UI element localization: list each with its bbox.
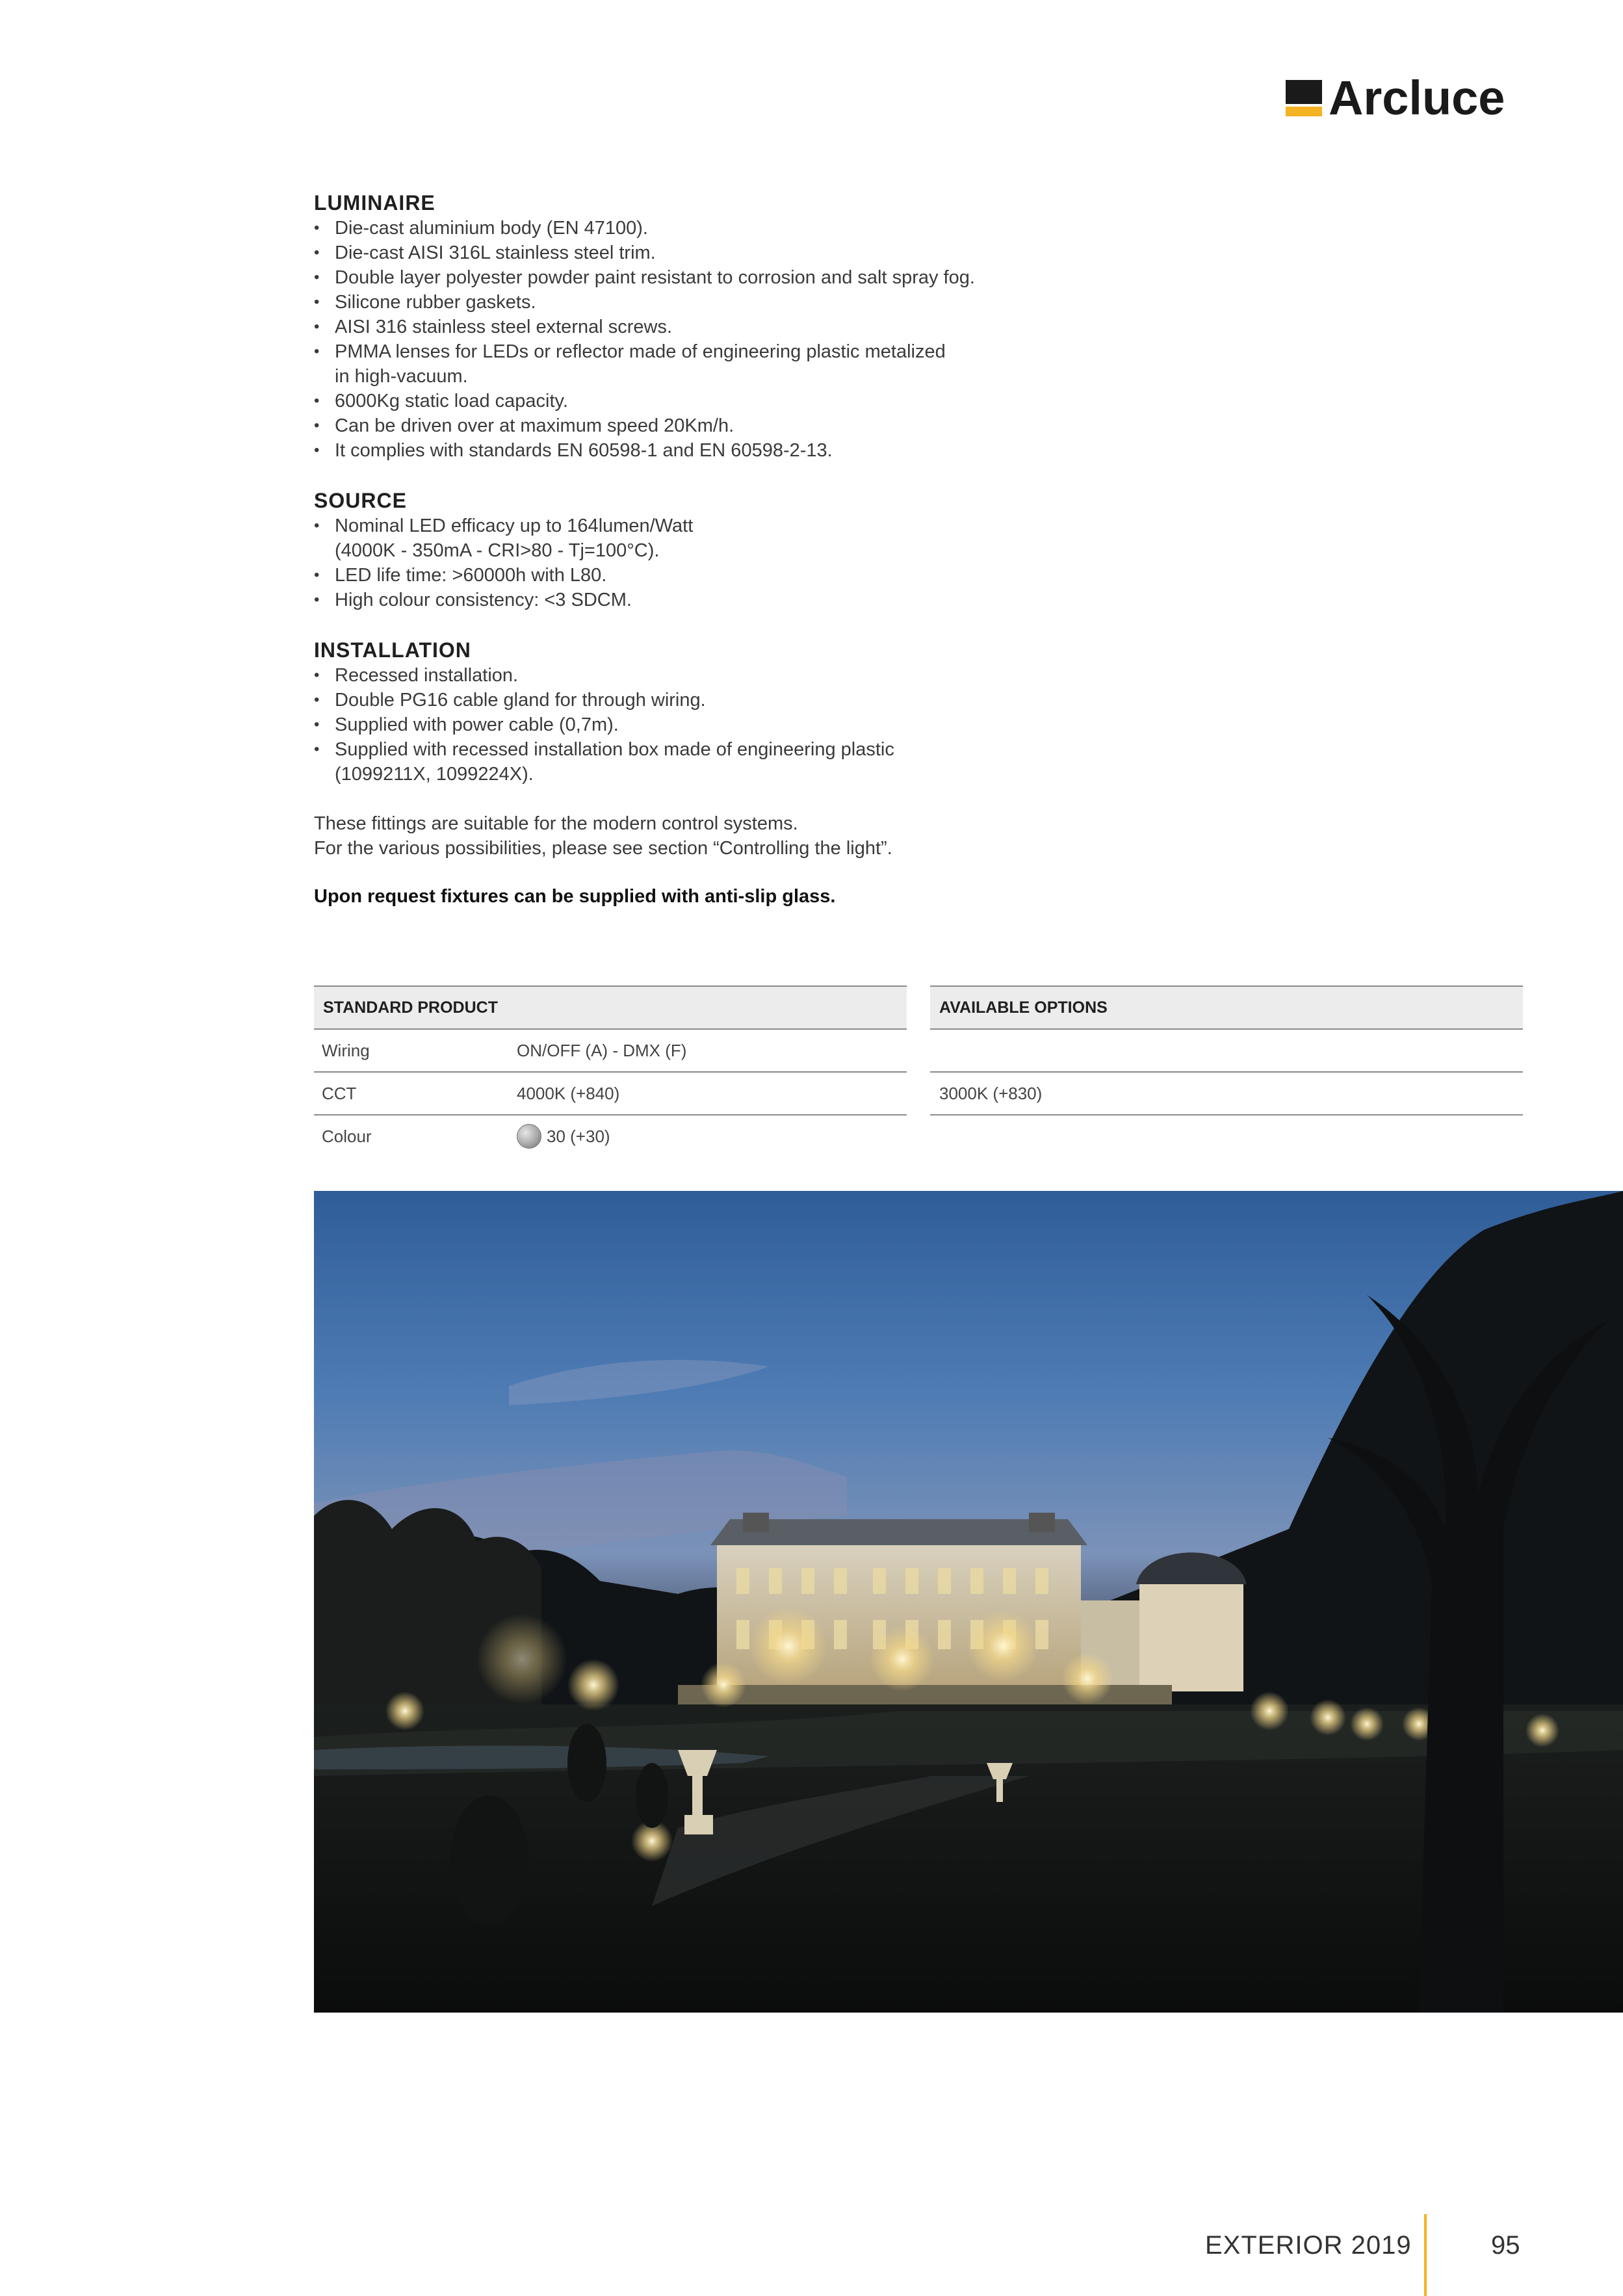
row-label: Wiring xyxy=(322,1040,370,1060)
footer-divider xyxy=(1424,2214,1427,2296)
section-title: LUMINAIRE xyxy=(314,191,435,215)
table-row xyxy=(930,1030,1523,1073)
row-value-colour xyxy=(517,1124,610,1149)
spec-content xyxy=(314,190,1159,909)
table-row xyxy=(930,1073,1523,1115)
control-systems-text xyxy=(314,811,1159,861)
list-item: • It complies with standards EN 60598-1 and EN 60598-2-13. xyxy=(314,438,1159,463)
list-item: • Double PG16 cable gland for through wiring. xyxy=(314,688,1159,712)
row-value: ON/OFF (A) - DMX (F) xyxy=(517,1040,687,1060)
row-value: 3000K (+830) xyxy=(939,1083,1043,1103)
brand-logo xyxy=(1286,73,1505,124)
section-source xyxy=(314,488,1159,612)
paragraph-line: These fittings are suitable for the modern control systems. xyxy=(314,813,798,834)
spec-list xyxy=(314,663,1159,787)
list-item: • Die-cast aluminium body (EN 47100). xyxy=(314,216,1159,241)
brand-name: Arcluce xyxy=(1329,71,1505,125)
table-row xyxy=(314,1073,907,1115)
paragraph-line: For the various possibilities, please see section “Controlling the light”. xyxy=(314,838,892,859)
logo-mark-icon xyxy=(1286,80,1322,116)
row-label: Colour xyxy=(322,1126,372,1146)
standard-product-table xyxy=(314,985,907,1157)
list-item: • AISI 316 stainless steel external screws. xyxy=(314,315,1159,339)
section-title: INSTALLATION xyxy=(314,638,471,662)
spec-list xyxy=(314,514,1159,612)
grey-sphere-icon xyxy=(517,1124,541,1149)
row-value: 4000K (+840) xyxy=(517,1083,620,1103)
table-header: AVAILABLE OPTIONS xyxy=(930,985,1523,1030)
list-item: • High colour consistency: <3 SDCM. xyxy=(314,588,1159,612)
section-luminaire xyxy=(314,190,1159,463)
list-item: • Supplied with recessed installation box made of engineering plastic (1099211X, 1099224X). xyxy=(314,737,1159,787)
list-item: • Double layer polyester powder paint resistant to corrosion and salt spray fog. xyxy=(314,265,1159,290)
list-item: • Nominal LED efficacy up to 164lumen/Watt (4000K - 350mA - CRI>80 - Tj=100°C). xyxy=(314,514,1159,563)
list-item: • Can be driven over at maximum speed 20Km/h. xyxy=(314,413,1159,438)
colour-code: 30 (+30) xyxy=(547,1126,610,1146)
anti-slip-note: Upon request fixtures can be supplied with anti-slip glass. xyxy=(314,886,836,907)
list-item: • Die-cast AISI 316L stainless steel trim. xyxy=(314,241,1159,265)
list-item: • Recessed installation. xyxy=(314,663,1159,688)
table-header: STANDARD PRODUCT xyxy=(314,985,907,1030)
row-label: CCT xyxy=(322,1083,357,1103)
manor-night-photo xyxy=(314,1191,1623,2013)
list-item: • Supplied with power cable (0,7m). xyxy=(314,712,1159,737)
section-title: SOURCE xyxy=(314,489,407,512)
table-row xyxy=(314,1030,907,1073)
list-item: • Silicone rubber gaskets. xyxy=(314,290,1159,315)
table-row xyxy=(314,1115,907,1157)
footer-section-title: EXTERIOR 2019 xyxy=(1205,2231,1412,2260)
list-item: • LED life time: >60000h with L80. xyxy=(314,563,1159,588)
list-item: • 6000Kg static load capacity. xyxy=(314,389,1159,413)
page-number: 95 xyxy=(1491,2231,1520,2260)
list-item: • PMMA lenses for LEDs or reflector made of engineering plastic metalized in high-vacuum. xyxy=(314,339,1159,389)
available-options-table xyxy=(930,985,1523,1115)
spec-list xyxy=(314,216,1159,463)
section-installation xyxy=(314,637,1159,787)
